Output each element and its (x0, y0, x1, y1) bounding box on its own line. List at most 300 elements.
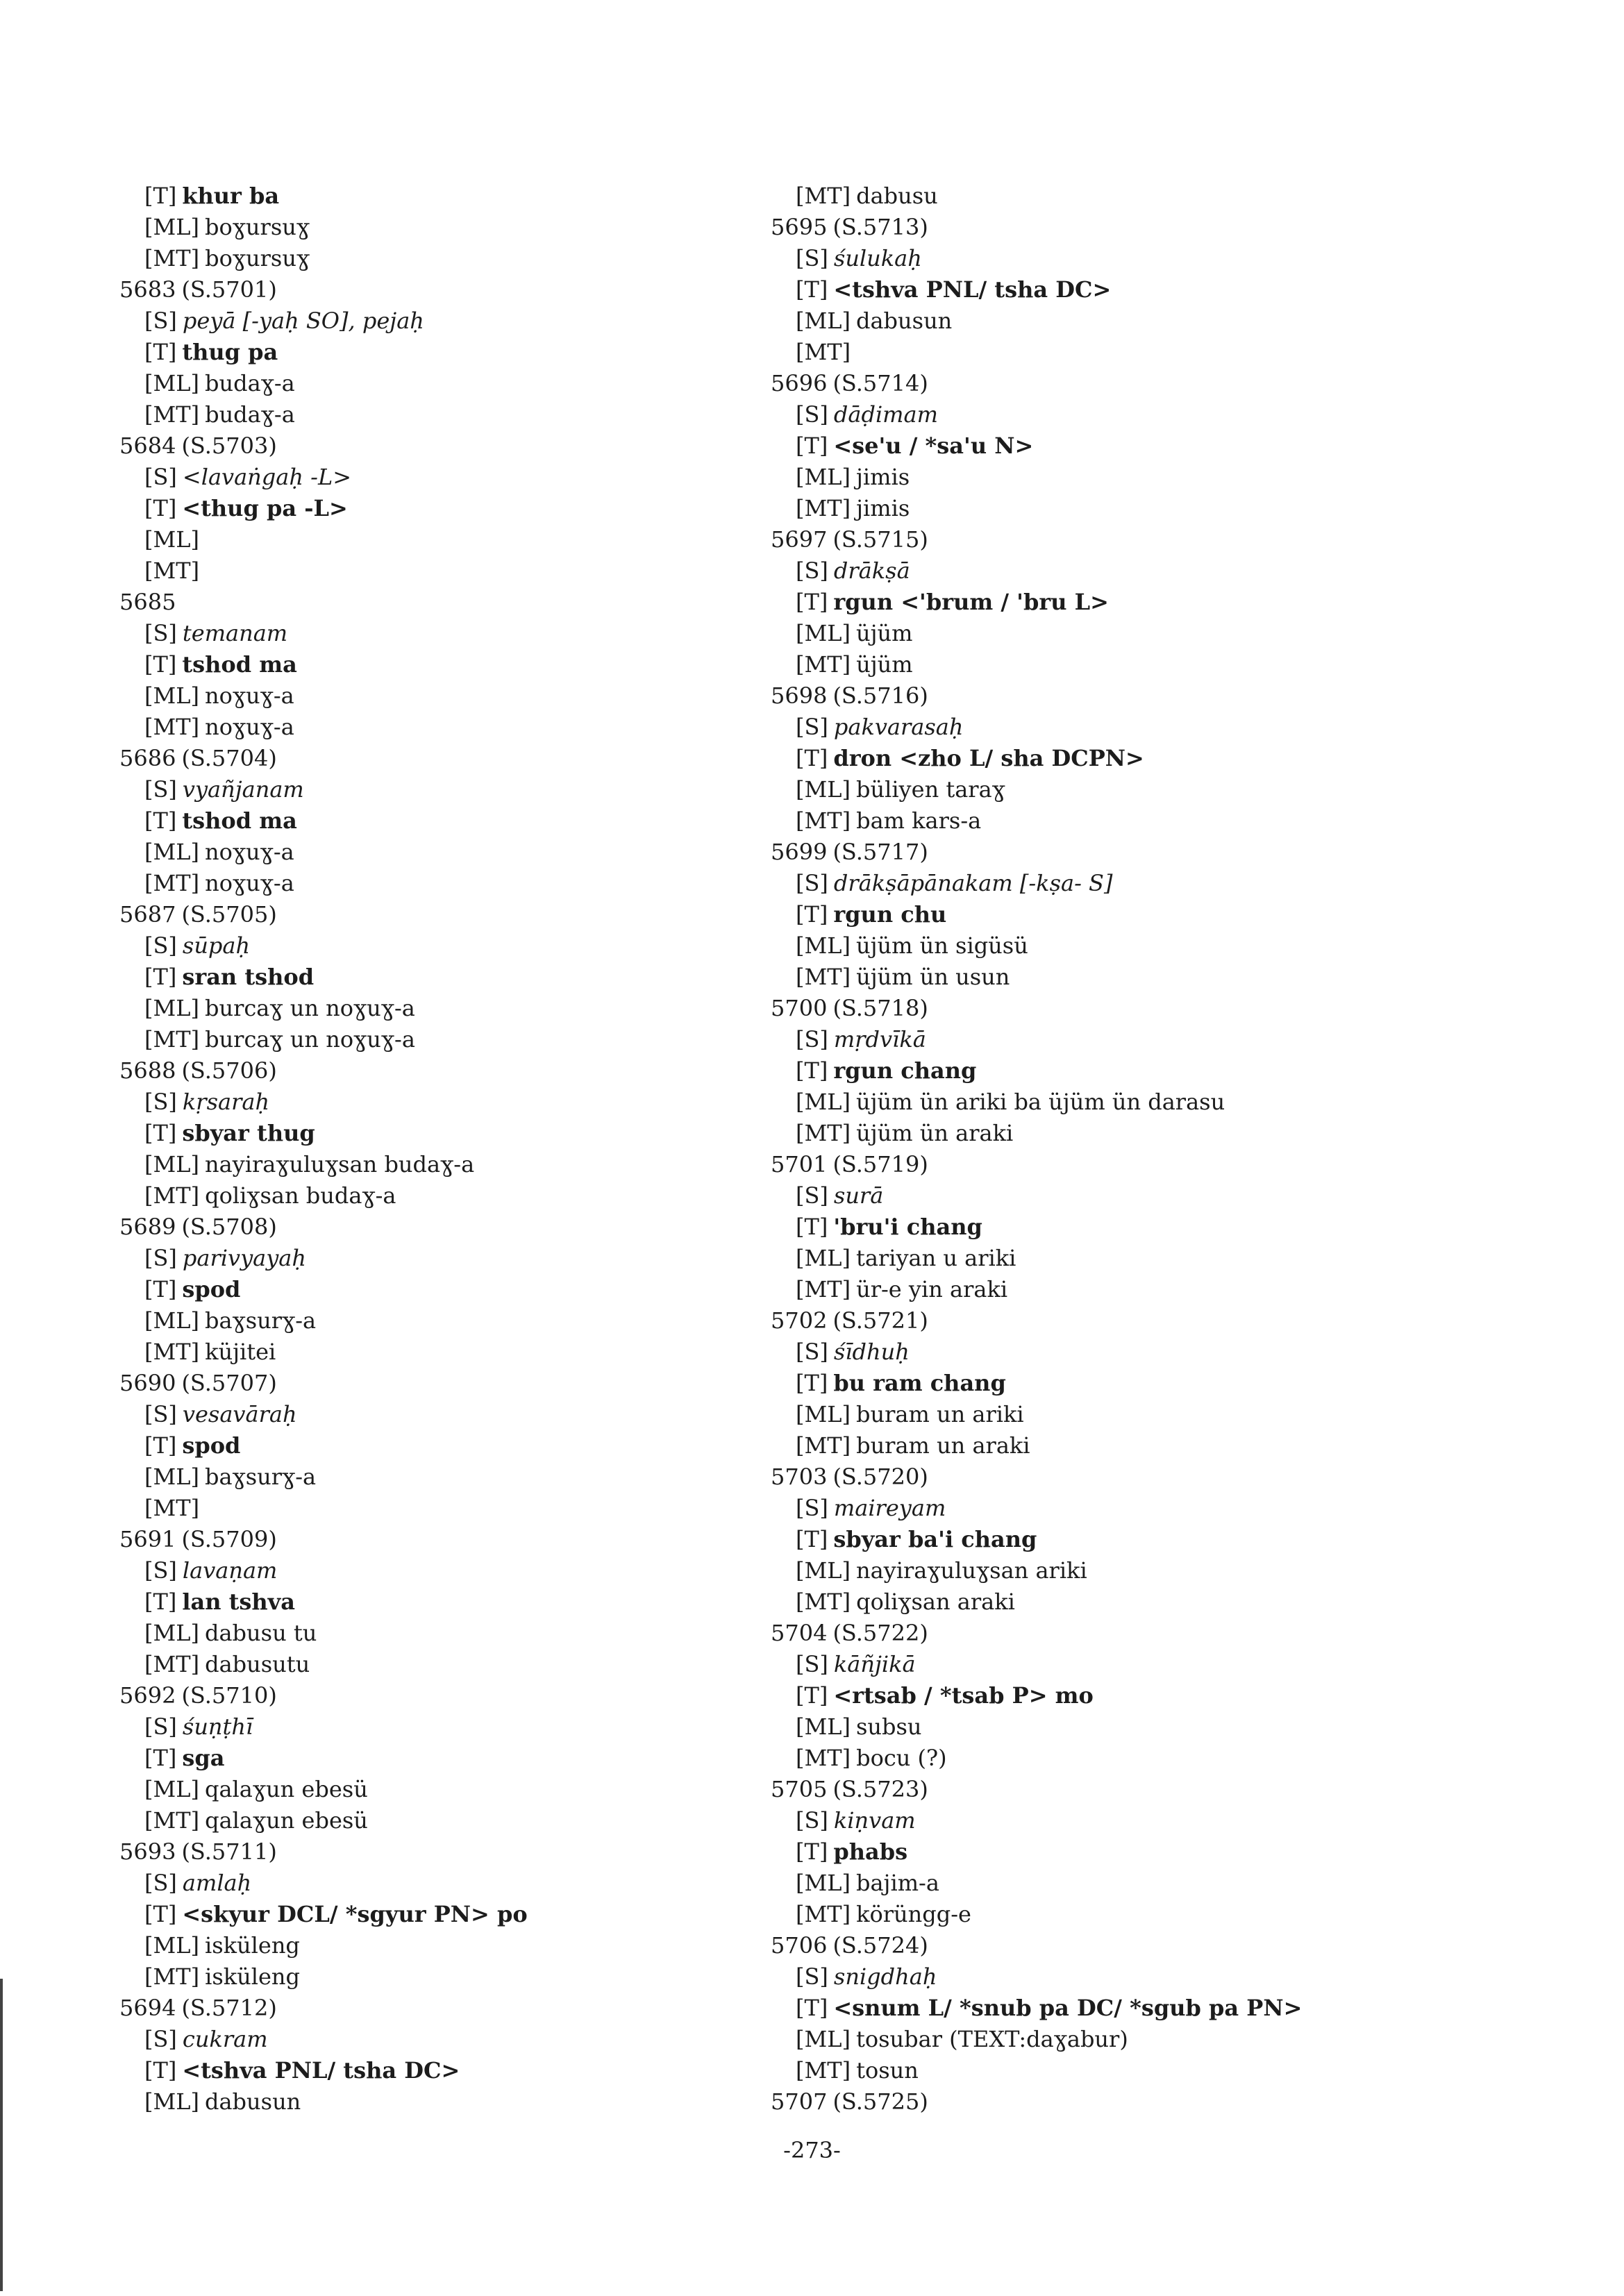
entry-number: 5685 (119, 589, 176, 615)
term-text: rgun <'brum / 'bru L> (833, 589, 1109, 615)
term-text: <snum L/ *snub pa DC/ *sgub pa PN> (833, 1995, 1303, 2021)
translation-line (119, 712, 786, 743)
entry-number: 5703 (771, 1464, 828, 1490)
term-text: dron <zho L/ sha DCPN> (833, 745, 1144, 771)
source-reference: (S.5724) (832, 1932, 928, 1959)
language-tag: [MT] (796, 339, 851, 365)
term-text: <rtsab / *tsab P> mo (833, 1682, 1094, 1709)
language-tag: [MT] (796, 651, 851, 678)
language-tag: [ML] (144, 1151, 199, 1178)
language-tag: [T] (144, 1745, 177, 1771)
translation-line (119, 337, 786, 368)
language-tag: [MT] (144, 1339, 200, 1365)
term-text: surā (833, 1182, 884, 1209)
entry-number: 5707 (771, 2088, 828, 2115)
language-tag: [T] (144, 183, 177, 209)
term-text: śuṇṭhī (182, 1713, 253, 1740)
entry-number: 5699 (771, 839, 828, 865)
term-text: üjüm ün araki (856, 1120, 1014, 1146)
entry-number: 5690 (119, 1370, 176, 1396)
term-text: tshod ma (182, 651, 297, 678)
term-text: üjüm ün ariki ba üjüm ün darasu (855, 1089, 1225, 1115)
language-tag: [MT] (144, 1963, 200, 1990)
left-column (119, 181, 786, 2118)
source-reference: (S.5715) (832, 526, 928, 553)
entry-number-line (771, 1618, 1569, 1649)
translation-line (771, 399, 1569, 430)
translation-line (771, 1087, 1569, 1118)
source-reference: (S.5718) (832, 995, 928, 1021)
language-tag: [S] (796, 1182, 828, 1209)
term-text: amlaḥ (182, 1870, 252, 1896)
translation-line (771, 1368, 1569, 1399)
language-tag: [T] (796, 433, 828, 459)
entry-number: 5697 (771, 526, 828, 553)
translation-line (119, 555, 786, 587)
term-text: spod (182, 1276, 241, 1302)
translation-line (119, 1743, 786, 1774)
translation-line (119, 1930, 786, 1961)
term-text: nayiraɣuluɣsan ariki (855, 1557, 1087, 1584)
language-tag: [MT] (796, 1901, 851, 1927)
language-tag: [T] (144, 339, 177, 365)
term-text: 'bru'i chang (833, 1214, 982, 1240)
source-reference: (S.5719) (832, 1151, 928, 1178)
term-text: qoliɣsan budaɣ-a (205, 1182, 396, 1209)
language-tag: [MT] (796, 1432, 851, 1459)
entry-number-line (119, 743, 786, 774)
translation-line (771, 1586, 1569, 1618)
term-text: mṛdvīkā (833, 1026, 926, 1053)
term-text: śulukaḥ (833, 245, 922, 271)
translation-line (771, 430, 1569, 462)
translation-line (771, 1274, 1569, 1305)
language-tag: [S] (144, 1713, 177, 1740)
language-tag: [T] (144, 807, 177, 834)
translation-line (771, 1555, 1569, 1586)
language-tag: [T] (144, 1276, 177, 1302)
language-tag: [MT] (796, 964, 851, 990)
entry-number: 5696 (771, 370, 828, 396)
language-tag: [MT] (144, 401, 200, 428)
term-text: körüngg-e (856, 1901, 971, 1927)
entry-number-line (119, 1212, 786, 1243)
term-text: sūpaḥ (182, 932, 251, 959)
language-tag: [ML] (144, 526, 199, 553)
translation-line (119, 1649, 786, 1680)
translation-line (771, 649, 1569, 680)
translation-line (771, 2055, 1569, 2086)
translation-line (771, 868, 1569, 899)
term-text: dabusu (856, 183, 938, 209)
term-text: nayiraɣuluɣsan budaɣ-a (204, 1151, 475, 1178)
source-reference: (S.5708) (181, 1214, 277, 1240)
entry-number: 5683 (119, 276, 176, 303)
language-tag: [T] (796, 1995, 828, 2021)
translation-line (771, 1180, 1569, 1212)
term-text: pakvarasaḥ (833, 714, 964, 740)
entry-number: 5704 (771, 1620, 828, 1646)
term-text: parivyayaḥ (182, 1245, 306, 1271)
source-reference: (S.5720) (832, 1464, 928, 1490)
term-text: maireyam (833, 1495, 946, 1521)
term-text: bocu (?) (856, 1745, 947, 1771)
language-tag: [MT] (144, 558, 200, 584)
term-text: peyā [-yaḥ SO], pejaḥ (182, 308, 424, 334)
term-text: thug pa (182, 339, 278, 365)
term-text: <tshva PNL/ tsha DC> (833, 276, 1112, 303)
term-text: drākṣāpānakam [-kṣa- S] (833, 870, 1113, 896)
translation-line (119, 1868, 786, 1899)
entry-number: 5694 (119, 1995, 176, 2021)
language-tag: [MT] (144, 1807, 200, 1834)
term-text: bam kars-a (856, 807, 982, 834)
term-text: spod (182, 1432, 241, 1459)
source-reference: (S.5723) (832, 1776, 928, 1802)
translation-line (119, 1243, 786, 1274)
language-tag: [S] (796, 870, 828, 896)
language-tag: [S] (796, 714, 828, 740)
term-text: kiṇvam (833, 1807, 916, 1834)
language-tag: [T] (796, 1214, 828, 1240)
translation-line (119, 962, 786, 993)
language-tag: [ML] (796, 1557, 851, 1584)
language-tag: [ML] (144, 839, 199, 865)
entry-number-line (771, 1149, 1569, 1180)
translation-line (119, 837, 786, 868)
term-text: buram un araki (856, 1432, 1030, 1459)
language-tag: [ML] (796, 2026, 851, 2052)
translation-line (119, 524, 786, 555)
translation-line (119, 1336, 786, 1368)
entry-number: 5701 (771, 1151, 828, 1178)
term-text: subsu (855, 1713, 922, 1740)
translation-line (771, 899, 1569, 930)
term-text: üjüm (855, 620, 913, 646)
source-reference: (S.5725) (832, 2088, 928, 2115)
language-tag: [T] (796, 589, 828, 615)
source-reference: (S.5717) (832, 839, 928, 865)
translation-line (119, 1430, 786, 1461)
source-reference: (S.5703) (181, 433, 277, 459)
term-text: kāñjikā (833, 1651, 916, 1677)
translation-line (771, 1336, 1569, 1368)
translation-line (771, 1212, 1569, 1243)
language-tag: [MT] (144, 1182, 200, 1209)
term-text: sga (182, 1745, 225, 1771)
language-tag: [S] (144, 464, 177, 490)
translation-line (119, 305, 786, 337)
translation-line (771, 1961, 1569, 1993)
language-tag: [S] (144, 1089, 177, 1115)
entry-number-line (771, 1305, 1569, 1336)
translation-line (771, 337, 1569, 368)
translation-line (119, 2055, 786, 2086)
term-text: tariyan u ariki (855, 1245, 1016, 1271)
term-text: drākṣā (833, 558, 910, 584)
translation-line (119, 1274, 786, 1305)
language-tag: [T] (796, 745, 828, 771)
translation-line (771, 462, 1569, 493)
language-tag: [MT] (796, 1276, 851, 1302)
entry-number-line (771, 1461, 1569, 1493)
entry-number-line (119, 1680, 786, 1711)
language-tag: [S] (144, 2026, 177, 2052)
language-tag: [T] (796, 1838, 828, 1865)
language-tag: [S] (144, 932, 177, 959)
term-text: jimis (856, 495, 910, 521)
entry-number-line (771, 212, 1569, 243)
entry-number: 5695 (771, 214, 828, 240)
translation-line (119, 399, 786, 430)
language-tag: [MT] (144, 1495, 200, 1521)
language-tag: [MT] (796, 495, 851, 521)
language-tag: [ML] (144, 1307, 199, 1334)
entry-number: 5689 (119, 1214, 176, 1240)
term-text: isküleng (205, 1963, 300, 1990)
source-reference: (S.5711) (181, 1838, 277, 1865)
entry-number-line (771, 1774, 1569, 1805)
translation-line (119, 930, 786, 962)
language-tag: [MT] (796, 807, 851, 834)
term-text: noɣuɣ-a (204, 682, 294, 709)
language-tag: [S] (144, 1401, 177, 1427)
term-text: dabusutu (205, 1651, 310, 1677)
translation-line (771, 1743, 1569, 1774)
term-text: üjüm ün usun (856, 964, 1010, 990)
language-tag: [T] (144, 495, 177, 521)
entry-number-line (119, 587, 786, 618)
translation-line (771, 1493, 1569, 1524)
entry-number: 5705 (771, 1776, 828, 1802)
term-text: rgun chu (833, 901, 947, 928)
term-text: dabusu tu (204, 1620, 317, 1646)
source-reference: (S.5704) (181, 745, 277, 771)
translation-line (771, 305, 1569, 337)
language-tag: [T] (796, 1682, 828, 1709)
translation-line (119, 1586, 786, 1618)
term-text: śīdhuḥ (833, 1339, 910, 1365)
language-tag: [MT] (144, 714, 200, 740)
translation-line (119, 243, 786, 274)
language-tag: [ML] (144, 1464, 199, 1490)
entry-number: 5692 (119, 1682, 176, 1709)
source-reference: (S.5712) (181, 1995, 277, 2021)
entry-number: 5687 (119, 901, 176, 928)
term-text: üjüm ün sigüsü (855, 932, 1028, 959)
translation-line (119, 462, 786, 493)
language-tag: [ML] (144, 214, 199, 240)
language-tag: [ML] (796, 776, 851, 803)
term-text: sbyar thug (182, 1120, 315, 1146)
term-text: noɣuɣ-a (204, 839, 294, 865)
term-text: snigdhaḥ (833, 1963, 937, 1990)
translation-line (771, 2024, 1569, 2055)
language-tag: [MT] (796, 1589, 851, 1615)
translation-line (771, 1243, 1569, 1274)
entry-number-line (771, 993, 1569, 1024)
translation-line (119, 1180, 786, 1212)
translation-line (119, 1118, 786, 1149)
source-reference: (S.5721) (832, 1307, 928, 1334)
translation-line (119, 993, 786, 1024)
translation-line (119, 649, 786, 680)
term-text: noɣuɣ-a (205, 714, 294, 740)
language-tag: [ML] (796, 1245, 851, 1271)
translation-line (771, 1024, 1569, 1055)
language-tag: [ML] (796, 932, 851, 959)
translation-line (119, 1493, 786, 1524)
translation-line (771, 805, 1569, 837)
translation-line (771, 743, 1569, 774)
term-text: qalaɣun ebesü (205, 1807, 368, 1834)
language-tag: [T] (144, 1901, 177, 1927)
entry-number-line (771, 368, 1569, 399)
language-tag: [T] (796, 1526, 828, 1552)
term-text: rgun chang (833, 1057, 977, 1084)
translation-line (771, 1055, 1569, 1087)
translation-line (771, 962, 1569, 993)
term-text: üjüm (856, 651, 913, 678)
language-tag: [T] (144, 964, 177, 990)
language-tag: [MT] (796, 183, 851, 209)
translation-line (771, 1711, 1569, 1743)
translation-line (771, 1649, 1569, 1680)
term-text: bajim-a (855, 1870, 939, 1896)
term-text: vyañjanam (182, 776, 304, 803)
language-tag: [T] (144, 1589, 177, 1615)
language-tag: [ML] (796, 308, 851, 334)
language-tag: [MT] (144, 1651, 200, 1677)
translation-line (119, 212, 786, 243)
translation-line (771, 587, 1569, 618)
entry-number: 5693 (119, 1838, 176, 1865)
translation-line (119, 1774, 786, 1805)
language-tag: [S] (796, 1807, 828, 1834)
language-tag: [MT] (796, 1120, 851, 1146)
translation-line (771, 274, 1569, 305)
translation-line (771, 1524, 1569, 1555)
translation-line (771, 1993, 1569, 2024)
translation-line (119, 868, 786, 899)
translation-line (119, 181, 786, 212)
language-tag: [ML] (144, 370, 199, 396)
entry-number: 5691 (119, 1526, 176, 1552)
term-text: <thug pa -L> (182, 495, 348, 521)
entry-number-line (119, 1836, 786, 1868)
translation-line (771, 1399, 1569, 1430)
term-text: qoliɣsan araki (856, 1589, 1015, 1615)
source-reference: (S.5701) (181, 276, 277, 303)
term-text: <tshva PNL/ tsha DC> (182, 2057, 460, 2084)
translation-line (119, 774, 786, 805)
translation-line (119, 618, 786, 649)
translation-line (771, 555, 1569, 587)
term-text: isküleng (204, 1932, 300, 1959)
language-tag: [ML] (144, 1620, 199, 1646)
term-text: burcaɣ un noɣuɣ-a (204, 995, 415, 1021)
language-tag: [MT] (144, 1026, 200, 1053)
term-text: baɣsurɣ-a (204, 1464, 317, 1490)
language-tag: [T] (796, 1057, 828, 1084)
term-text: lavaṇam (182, 1557, 278, 1584)
term-text: khur ba (182, 183, 280, 209)
translation-line (119, 1305, 786, 1336)
entry-number: 5688 (119, 1057, 176, 1084)
language-tag: [S] (144, 776, 177, 803)
entry-number-line (119, 1055, 786, 1087)
language-tag: [ML] (144, 1932, 199, 1959)
language-tag: [S] (796, 558, 828, 584)
entry-number-line (119, 1524, 786, 1555)
translation-line (119, 493, 786, 524)
source-reference: (S.5710) (181, 1682, 277, 1709)
language-tag: [MT] (796, 1745, 851, 1771)
source-reference: (S.5713) (832, 214, 928, 240)
translation-line (119, 1149, 786, 1180)
entry-number-line (119, 430, 786, 462)
source-reference: (S.5705) (181, 901, 277, 928)
translation-line (119, 1618, 786, 1649)
term-text: boɣursuɣ (205, 245, 310, 271)
language-tag: [T] (796, 901, 828, 928)
term-text: sran tshod (182, 964, 315, 990)
translation-line (119, 1805, 786, 1836)
language-tag: [ML] (796, 1401, 851, 1427)
entry-number: 5700 (771, 995, 828, 1021)
translation-line (771, 930, 1569, 962)
language-tag: [S] (144, 1870, 177, 1896)
term-text: kṛsaraḥ (182, 1089, 270, 1115)
translation-line (771, 1899, 1569, 1930)
source-reference: (S.5716) (832, 682, 928, 709)
term-text: <se'u / *sa'u N> (833, 433, 1034, 459)
term-text: <skyur DCL/ *sgyur PN> po (182, 1901, 528, 1927)
language-tag: [ML] (144, 995, 199, 1021)
language-tag: [ML] (796, 620, 851, 646)
entry-number-line (771, 680, 1569, 712)
entry-number-line (119, 1993, 786, 2024)
language-tag: [T] (144, 651, 177, 678)
language-tag: [T] (144, 1120, 177, 1146)
language-tag: [S] (796, 1339, 828, 1365)
term-text: bu ram chang (833, 1370, 1006, 1396)
language-tag: [S] (796, 1026, 828, 1053)
language-tag: [S] (144, 308, 177, 334)
language-tag: [T] (144, 1432, 177, 1459)
language-tag: [S] (796, 1495, 828, 1521)
translation-line (119, 1555, 786, 1586)
translation-line (771, 243, 1569, 274)
language-tag: [S] (144, 620, 177, 646)
language-tag: [ML] (144, 682, 199, 709)
language-tag: [T] (796, 276, 828, 303)
source-reference: (S.5722) (832, 1620, 928, 1646)
term-text: dabusun (204, 2088, 301, 2115)
language-tag: [ML] (144, 1776, 199, 1802)
page-number: -273- (783, 2137, 841, 2163)
term-text: temanam (182, 620, 288, 646)
translation-line (119, 805, 786, 837)
term-text: tosun (856, 2057, 919, 2084)
language-tag: [ML] (144, 2088, 199, 2115)
language-tag: [S] (796, 401, 828, 428)
translation-line (119, 1399, 786, 1430)
translation-line (119, 1024, 786, 1055)
entry-number: 5684 (119, 433, 176, 459)
term-text: <lavaṅgaḥ -L> (182, 464, 351, 490)
translation-line (771, 618, 1569, 649)
